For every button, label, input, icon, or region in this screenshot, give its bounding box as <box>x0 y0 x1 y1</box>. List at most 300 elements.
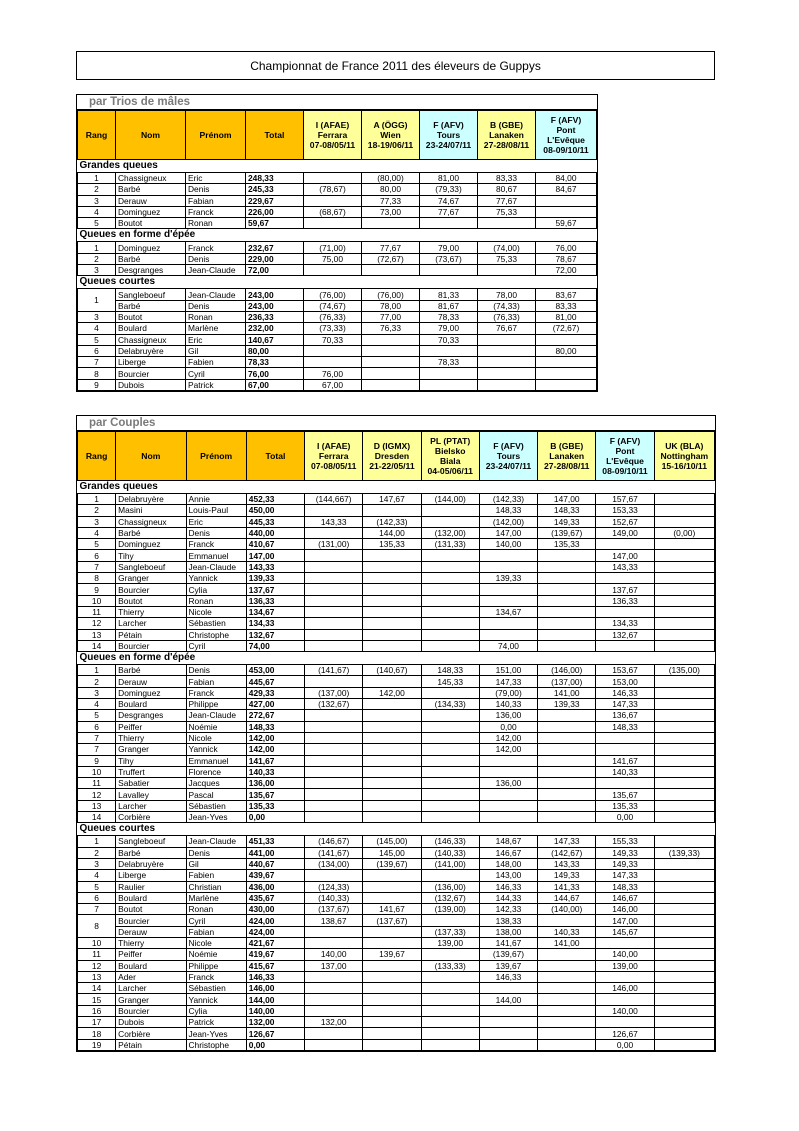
total-cell: 67,00 <box>246 379 304 390</box>
nom-cell: Liberge <box>116 870 186 881</box>
score-cell <box>305 1039 363 1050</box>
score-cell: (131,33) <box>421 539 479 550</box>
score-cell: 153,00 <box>596 676 654 687</box>
score-cell: (137,67) <box>363 915 421 926</box>
table-row <box>78 858 715 869</box>
score-cell: 135,33 <box>596 800 654 811</box>
total-cell: 140,33 <box>246 766 304 777</box>
total-cell: 146,33 <box>246 971 304 982</box>
prenom-cell: Ronan <box>186 218 246 229</box>
score-cell <box>363 983 421 994</box>
nom-cell: Peiffer <box>116 949 186 960</box>
score-cell: 149,33 <box>538 516 596 527</box>
rank-cell: 7 <box>78 357 116 368</box>
score-cell <box>479 550 537 561</box>
score-cell <box>654 812 714 823</box>
nom-cell: Barbé <box>116 300 186 311</box>
score-cell <box>654 755 714 766</box>
score-cell: 144,00 <box>363 527 421 538</box>
score-cell: 137,00 <box>305 960 363 971</box>
score-cell: (136,00) <box>421 881 479 892</box>
score-cell <box>421 778 479 789</box>
score-cell <box>538 1028 596 1039</box>
score-cell: 144,00 <box>479 994 537 1005</box>
score-cell <box>305 926 363 937</box>
nom-cell: Barbé <box>116 847 186 858</box>
score-cell: 146,33 <box>479 881 537 892</box>
table-row <box>78 744 715 755</box>
table-row <box>78 640 715 651</box>
prenom-cell: Nicole <box>186 732 246 743</box>
score-cell <box>421 629 479 640</box>
category-title: Queues en forme d'épée <box>78 652 715 665</box>
score-cell: (132,67) <box>305 699 363 710</box>
nom-cell: Granger <box>116 573 186 584</box>
score-cell <box>305 870 363 881</box>
prenom-cell: Christophe <box>186 1039 246 1050</box>
prenom-cell: Ronan <box>186 595 246 606</box>
total-cell: 132,67 <box>246 629 304 640</box>
table-row <box>78 173 597 184</box>
table-row <box>78 345 597 356</box>
rank-cell: 6 <box>78 550 116 561</box>
nom-cell: Lavalley <box>116 789 186 800</box>
competition-header-line: L'Evêque <box>606 456 644 466</box>
nom-cell: Bourcier <box>116 368 186 379</box>
score-cell: (144,667) <box>305 494 363 505</box>
prenom-cell: Jean-Claude <box>186 836 246 847</box>
score-cell: 76,33 <box>362 323 420 334</box>
score-cell <box>654 710 714 721</box>
score-cell: 132,00 <box>305 1017 363 1028</box>
competition-header-line: 21-22/05/11 <box>369 461 415 471</box>
score-cell: 148,33 <box>421 665 479 676</box>
table-row <box>78 778 715 789</box>
rank-cell: 7 <box>78 561 116 572</box>
score-cell: 81,00 <box>536 311 597 322</box>
score-cell <box>363 1039 421 1050</box>
score-cell <box>362 379 420 390</box>
score-cell <box>304 265 362 276</box>
score-cell <box>536 206 597 217</box>
nom-cell: Barbé <box>116 253 186 264</box>
score-cell: 140,33 <box>479 699 537 710</box>
score-cell <box>654 640 714 651</box>
table-row <box>78 527 715 538</box>
prenom-cell: Jean-Claude <box>186 265 246 276</box>
total-cell: 144,00 <box>246 994 304 1005</box>
nom-cell: Sangleboeuf <box>116 561 186 572</box>
competition-header-line: Bielsko <box>434 446 466 456</box>
score-cell <box>596 971 654 982</box>
competition-header-line: Pont <box>556 125 576 135</box>
score-cell <box>538 606 596 617</box>
total-cell: 419,67 <box>246 949 304 960</box>
score-cell <box>538 800 596 811</box>
score-cell: (0,00) <box>654 527 714 538</box>
score-cell: (142,33) <box>479 494 537 505</box>
total-cell: 232,00 <box>246 323 304 334</box>
score-cell: 79,00 <box>420 323 478 334</box>
rank-cell: 5 <box>78 539 116 550</box>
score-cell <box>305 710 363 721</box>
score-cell: 144,67 <box>538 892 596 903</box>
score-cell <box>305 971 363 982</box>
score-cell: 74,00 <box>479 640 537 651</box>
rank-cell: 1 <box>78 494 116 505</box>
nom-cell: Chassigneux <box>116 516 186 527</box>
rank-cell: 19 <box>78 1039 116 1050</box>
score-cell <box>478 357 536 368</box>
total-cell: 427,00 <box>246 699 304 710</box>
nom-cell: Ader <box>116 971 186 982</box>
competition-header-line: A (ÖGG) <box>373 120 408 130</box>
category-title: Grandes queues <box>78 481 715 494</box>
total-cell: 136,33 <box>246 595 304 606</box>
score-cell <box>305 584 363 595</box>
score-cell: 148,33 <box>538 505 596 516</box>
table-row <box>78 800 715 811</box>
score-cell <box>654 494 714 505</box>
rank-cell: 6 <box>78 721 116 732</box>
nom-cell: Bourcier <box>116 915 186 926</box>
score-cell <box>654 960 714 971</box>
score-cell <box>362 334 420 345</box>
score-cell <box>478 368 536 379</box>
competition-header-line: UK (BLA) <box>665 441 704 451</box>
category-row <box>78 481 715 494</box>
score-cell: 147,00 <box>479 527 537 538</box>
prenom-cell: Philippe <box>186 960 246 971</box>
rank-cell: 1 <box>78 665 116 676</box>
total-cell: 232,67 <box>246 242 304 253</box>
rank-cell: 4 <box>78 527 116 538</box>
table-row <box>78 1005 715 1016</box>
score-cell <box>479 629 537 640</box>
prenom-cell: Cylia <box>186 1005 246 1016</box>
score-cell: 81,67 <box>420 300 478 311</box>
score-cell: 0,00 <box>596 1039 654 1050</box>
rank-cell: 5 <box>78 710 116 721</box>
score-cell: 81,00 <box>420 173 478 184</box>
nom-cell: Sabatier <box>116 778 186 789</box>
score-cell: 145,67 <box>596 926 654 937</box>
nom-cell: Chassigneux <box>116 334 186 345</box>
total-cell: 148,33 <box>246 721 304 732</box>
prenom-cell: Gil <box>186 345 246 356</box>
score-cell: (74,00) <box>478 242 536 253</box>
competition-header <box>538 432 596 481</box>
table-row <box>78 755 715 766</box>
total-cell: 140,67 <box>246 334 304 345</box>
nom-cell: Corbière <box>116 812 186 823</box>
score-cell <box>654 595 714 606</box>
score-cell <box>538 640 596 651</box>
rank-cell: 8 <box>78 915 116 938</box>
score-cell <box>538 618 596 629</box>
score-cell: 141,67 <box>596 755 654 766</box>
total-cell: 445,67 <box>246 676 304 687</box>
score-cell: 135,33 <box>538 539 596 550</box>
score-cell: 72,00 <box>536 265 597 276</box>
total-cell: 248,33 <box>246 173 304 184</box>
score-cell <box>363 994 421 1005</box>
rank-cell: 2 <box>78 847 116 858</box>
nom-cell: Bourcier <box>116 1005 186 1016</box>
prenom-cell: Denis <box>186 665 246 676</box>
score-cell <box>538 595 596 606</box>
score-cell: 80,67 <box>478 184 536 195</box>
table-row <box>78 561 715 572</box>
score-cell: 84,67 <box>536 184 597 195</box>
score-cell: (80,00) <box>362 173 420 184</box>
score-cell: (137,00) <box>305 687 363 698</box>
score-cell <box>362 345 420 356</box>
table-row <box>78 836 715 847</box>
competition-header-line: Pont <box>615 446 635 456</box>
table-row <box>78 960 715 971</box>
score-cell <box>420 368 478 379</box>
nom-cell: Dominguez <box>116 687 186 698</box>
score-cell <box>421 1039 479 1050</box>
score-cell: 77,67 <box>478 195 536 206</box>
score-cell: 70,33 <box>420 334 478 345</box>
competition-header-line: F (AFV) <box>433 120 464 130</box>
score-cell <box>305 595 363 606</box>
rank-cell: 3 <box>78 265 116 276</box>
score-cell <box>363 629 421 640</box>
rank-cell: 8 <box>78 573 116 584</box>
score-cell: 149,00 <box>596 527 654 538</box>
nom-cell: Boutot <box>116 218 186 229</box>
rank-cell: 3 <box>78 858 116 869</box>
total-cell: 80,00 <box>246 345 304 356</box>
total-cell: 142,00 <box>246 732 304 743</box>
score-cell <box>596 573 654 584</box>
competition-header-line: 04-05/06/11 <box>427 466 473 476</box>
competition-header-line: Wien <box>380 130 401 140</box>
total-cell: 243,00 <box>246 289 304 300</box>
prenom-cell: Marlène <box>186 323 246 334</box>
total-cell: 439,67 <box>246 870 304 881</box>
score-cell: (78,67) <box>304 184 362 195</box>
nom-cell: Boutot <box>116 595 186 606</box>
competition-header <box>362 111 420 160</box>
table-row <box>78 676 715 687</box>
nom-cell: Corbière <box>116 1028 186 1039</box>
prenom-cell: Jean-Claude <box>186 561 246 572</box>
score-cell <box>421 573 479 584</box>
score-cell: 147,67 <box>363 494 421 505</box>
rank-cell: 7 <box>78 732 116 743</box>
score-cell <box>305 573 363 584</box>
nom-cell: Barbé <box>116 184 186 195</box>
score-cell <box>654 539 714 550</box>
score-cell <box>478 345 536 356</box>
competition-header <box>596 432 654 481</box>
category-row <box>78 823 715 836</box>
score-cell <box>363 584 421 595</box>
column-header: Rang <box>78 111 116 160</box>
table-row <box>78 721 715 732</box>
score-cell: 147,33 <box>479 676 537 687</box>
prenom-cell: Patrick <box>186 379 246 390</box>
trios-table <box>77 110 597 391</box>
score-cell: 155,33 <box>596 836 654 847</box>
total-cell: 452,33 <box>246 494 304 505</box>
score-cell <box>420 265 478 276</box>
table-row <box>78 573 715 584</box>
score-cell <box>538 561 596 572</box>
rank-cell: 3 <box>78 311 116 322</box>
score-cell: 143,00 <box>479 870 537 881</box>
competition-header-line: 23-24/07/11 <box>485 461 532 471</box>
score-cell <box>654 1005 714 1016</box>
table-row <box>78 184 597 195</box>
rank-cell: 10 <box>78 937 116 948</box>
competition-header-line: 23-24/07/11 <box>425 140 472 150</box>
prenom-cell: Sébastien <box>186 983 246 994</box>
nom-cell: Desgranges <box>116 265 186 276</box>
nom-cell: Delabruyère <box>116 858 186 869</box>
score-cell <box>654 892 714 903</box>
score-cell: (146,33) <box>421 836 479 847</box>
score-cell: 78,67 <box>536 253 597 264</box>
nom-cell: Delabruyère <box>116 345 186 356</box>
score-cell <box>478 379 536 390</box>
score-cell: 77,33 <box>362 195 420 206</box>
nom-cell: Boutot <box>116 904 186 915</box>
competition-header-line: PL (PTAT) <box>430 436 471 446</box>
score-cell <box>596 994 654 1005</box>
total-cell: 450,00 <box>246 505 304 516</box>
nom-cell: Raulier <box>116 881 186 892</box>
score-cell <box>305 983 363 994</box>
score-cell: 141,00 <box>538 937 596 948</box>
prenom-cell: Pascal <box>186 789 246 800</box>
prenom-cell: Jean-Yves <box>186 812 246 823</box>
rank-cell: 11 <box>78 778 116 789</box>
nom-cell: Thierry <box>116 732 186 743</box>
score-cell <box>363 640 421 651</box>
rank-cell: 7 <box>78 744 116 755</box>
rank-cell: 3 <box>78 195 116 206</box>
score-cell <box>479 561 537 572</box>
score-cell: 134,33 <box>596 618 654 629</box>
nom-cell: Delabruyère <box>116 494 186 505</box>
score-cell <box>654 584 714 595</box>
total-cell: 229,67 <box>246 195 304 206</box>
score-cell <box>305 937 363 948</box>
rank-cell: 4 <box>78 870 116 881</box>
score-cell <box>363 800 421 811</box>
score-cell <box>536 195 597 206</box>
score-cell <box>538 584 596 595</box>
score-cell: (137,67) <box>305 904 363 915</box>
score-cell <box>363 618 421 629</box>
score-cell <box>654 1039 714 1050</box>
nom-cell: Chassigneux <box>116 173 186 184</box>
rank-cell: 9 <box>78 755 116 766</box>
total-cell: 236,33 <box>246 311 304 322</box>
score-cell <box>363 595 421 606</box>
table-row <box>78 505 715 516</box>
score-cell: 147,33 <box>596 699 654 710</box>
competition-header-line: Nottingham <box>660 451 709 461</box>
category-title: Queues courtes <box>78 276 597 289</box>
prenom-cell: Denis <box>186 184 246 195</box>
score-cell <box>479 812 537 823</box>
score-cell <box>304 345 362 356</box>
score-cell <box>654 687 714 698</box>
score-cell: (132,67) <box>421 892 479 903</box>
score-cell <box>363 573 421 584</box>
score-cell: 83,33 <box>478 173 536 184</box>
score-cell: 142,00 <box>479 744 537 755</box>
score-cell: 142,33 <box>479 904 537 915</box>
prenom-cell: Jacques <box>186 778 246 789</box>
score-cell <box>363 766 421 777</box>
table-row <box>78 629 715 640</box>
trios-section-label: par Trios de mâles <box>77 95 597 110</box>
competition-header <box>479 432 537 481</box>
score-cell <box>479 1028 537 1039</box>
nom-cell: Barbé <box>116 665 186 676</box>
nom-cell: Larcher <box>116 618 186 629</box>
score-cell <box>654 732 714 743</box>
rank-cell: 6 <box>78 892 116 903</box>
nom-cell: Granger <box>116 994 186 1005</box>
score-cell <box>654 904 714 915</box>
score-cell <box>538 812 596 823</box>
score-cell <box>363 881 421 892</box>
total-cell: 139,33 <box>246 573 304 584</box>
nom-cell: Thierry <box>116 606 186 617</box>
competition-header <box>305 432 363 481</box>
score-cell: 143,33 <box>596 561 654 572</box>
score-cell: 80,00 <box>362 184 420 195</box>
score-cell <box>654 800 714 811</box>
prenom-cell: Ronan <box>186 904 246 915</box>
score-cell <box>654 983 714 994</box>
score-cell <box>654 744 714 755</box>
table-row <box>78 595 715 606</box>
rank-cell: 15 <box>78 994 116 1005</box>
score-cell: 76,67 <box>478 323 536 334</box>
score-cell: 140,00 <box>305 949 363 960</box>
score-cell: 148,33 <box>596 881 654 892</box>
score-cell <box>305 994 363 1005</box>
competition-header-line: 27-28/08/11 <box>544 461 590 471</box>
rank-cell: 1 <box>78 289 116 312</box>
competition-header-line: 27-28/08/11 <box>483 140 530 150</box>
table-row <box>78 516 715 527</box>
total-cell: 132,00 <box>246 1017 304 1028</box>
category-row <box>78 652 715 665</box>
nom-cell: Liberge <box>116 357 186 368</box>
rank-cell: 3 <box>78 687 116 698</box>
nom-cell: Granger <box>116 744 186 755</box>
score-cell <box>421 721 479 732</box>
total-cell: 451,33 <box>246 836 304 847</box>
score-cell: 148,33 <box>479 505 537 516</box>
score-cell <box>654 915 714 926</box>
total-cell: 441,00 <box>246 847 304 858</box>
score-cell <box>479 1017 537 1028</box>
rank-cell: 12 <box>78 789 116 800</box>
score-cell: (135,00) <box>654 665 714 676</box>
score-cell <box>421 755 479 766</box>
